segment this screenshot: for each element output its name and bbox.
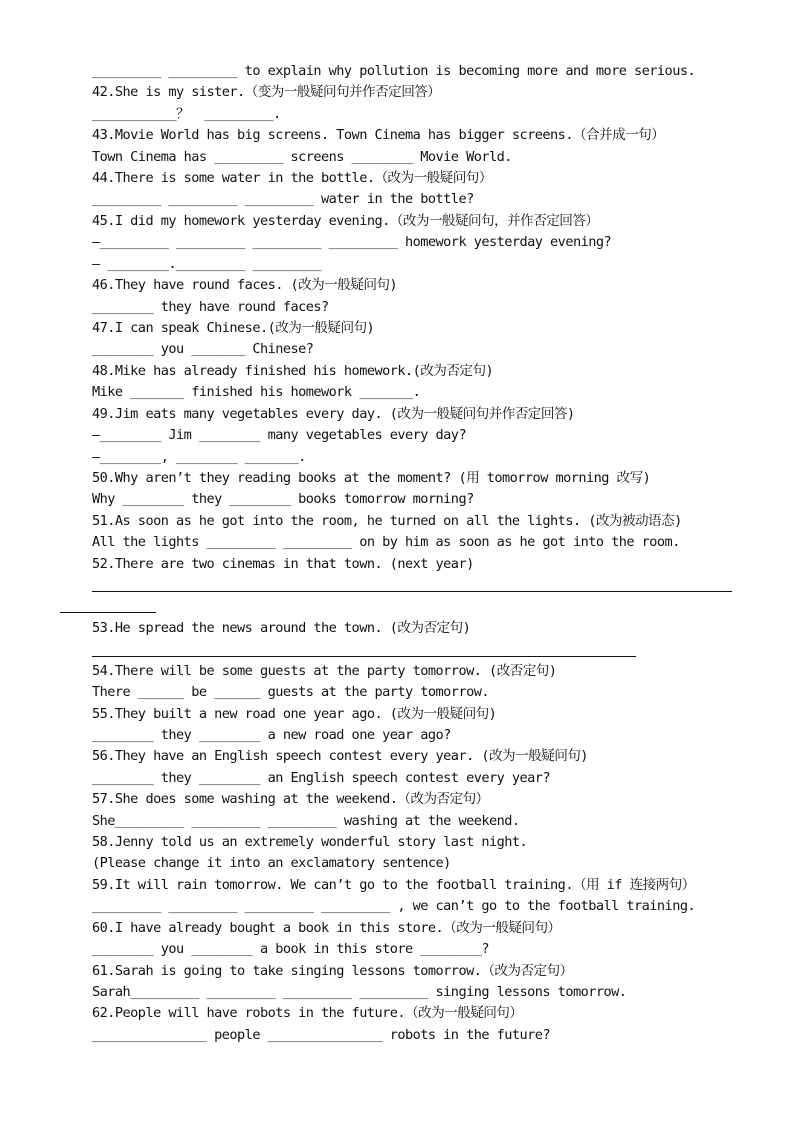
q54-prompt: 54.There will be some guests at the party tomorrow. (改否定句) [92, 663, 557, 679]
q53-answer-rule [92, 656, 636, 657]
q45-prompt: 45.I did my homework yesterday evening.（改为一般疑问句，并作否定回答） [92, 213, 599, 229]
q50-answer-line: Why ________ they ________ books tomorrow morning? [92, 491, 474, 507]
q61-answer-line: Sarah_________ _________ _________ _________ singing lessons tomorrow. [92, 984, 627, 1000]
q48-prompt: 48.Mike has already finished his homework.(改为否定句) [92, 363, 494, 379]
q47-answer-line: ________ you _______ Chinese? [92, 341, 314, 357]
q52-answer-rule-continued [60, 612, 156, 613]
q45-answer-line-2: — ________._________ _________ [92, 256, 322, 272]
q49-answer-line-1: —________ Jim ________ many vegetables every day? [92, 427, 467, 443]
q42-answer-line: ___________？ _________. [92, 106, 281, 122]
q55-prompt: 55.They built a new road one year ago. (改为一般疑问句) [92, 706, 497, 722]
q61-prompt: 61.Sarah is going to take singing lessons tomorrow.（改为否定句） [92, 963, 573, 979]
q54-answer-line: There ______ be ______ guests at the party tomorrow. [92, 684, 489, 700]
q57-answer-line: She_________ _________ _________ washing at the weekend. [92, 813, 520, 829]
q55-answer-line: ________ they ________ a new road one year ago? [92, 727, 451, 743]
q51-prompt: 51.As soon as he got into the room, he turned on all the lights. (改为被动语态) [92, 513, 682, 529]
q52-prompt: 52.There are two cinemas in that town. (next year) [92, 556, 474, 572]
q53-prompt: 53.He spread the news around the town. (改为否定句) [92, 620, 471, 636]
q52-answer-rule [92, 591, 732, 592]
q62-prompt: 62.People will have robots in the future.（改为一般疑问句） [92, 1005, 523, 1021]
q45-answer-line-1: —_________ _________ _________ _________ homework yesterday evening? [92, 234, 612, 250]
q46-prompt: 46.They have round faces. (改为一般疑问句) [92, 277, 398, 293]
q43-prompt: 43.Movie World has big screens. Town Cinema has bigger screens.（合并成一句） [92, 127, 665, 143]
q44-prompt: 44.There is some water in the bottle.（改为一般疑问句） [92, 170, 492, 186]
q49-prompt: 49.Jim eats many vegetables every day. (改为一般疑问句并作否定回答) [92, 406, 575, 422]
q44-answer-line: _________ _________ _________ water in the bottle? [92, 191, 474, 207]
q49-answer-line-2: —________, ________ _______. [92, 449, 306, 465]
q57-prompt: 57.She does some washing at the weekend.（改为否定句） [92, 791, 489, 807]
q58-instruction: (Please change it into an exclamatory sentence) [92, 855, 451, 871]
q58-prompt: 58.Jenny told us an extremely wonderful story last night. [92, 834, 528, 850]
q50-prompt: 50.Why aren’t they reading books at the moment? (用 tomorrow morning 改写) [92, 470, 651, 486]
q43-answer-line: Town Cinema has _________ screens ________ Movie World. [92, 149, 512, 165]
q59-answer-line: _________ _________ _________ _________ , we can’t go to the football training. [92, 898, 696, 914]
q60-prompt: 60.I have already bought a book in this store.（改为一般疑问句） [92, 920, 561, 936]
q59-prompt: 59.It will rain tomorrow. We can’t go to the football training.（用 if 连接两句） [92, 877, 695, 893]
q46-answer-line: ________ they have round faces? [92, 299, 329, 315]
q41-answer-line: _________ _________ to explain why pollution is becoming more and more serious. [92, 63, 696, 79]
q56-prompt: 56.They have an English speech contest every year. (改为一般疑问句) [92, 748, 588, 764]
q62-answer-line: _______________ people _______________ robots in the future? [92, 1027, 551, 1043]
q48-answer-line: Mike _______ finished his homework _______. [92, 384, 421, 400]
q56-answer-line: ________ they ________ an English speech contest every year? [92, 770, 551, 786]
q47-prompt: 47.I can speak Chinese.(改为一般疑问句) [92, 320, 375, 336]
q42-prompt: 42.She is my sister.（变为一般疑问句并作否定回答） [92, 84, 441, 100]
q51-answer-line: All the lights _________ _________ on by him as soon as he got into the room. [92, 534, 680, 550]
q60-answer-line: ________ you ________ a book in this store ________? [92, 941, 489, 957]
